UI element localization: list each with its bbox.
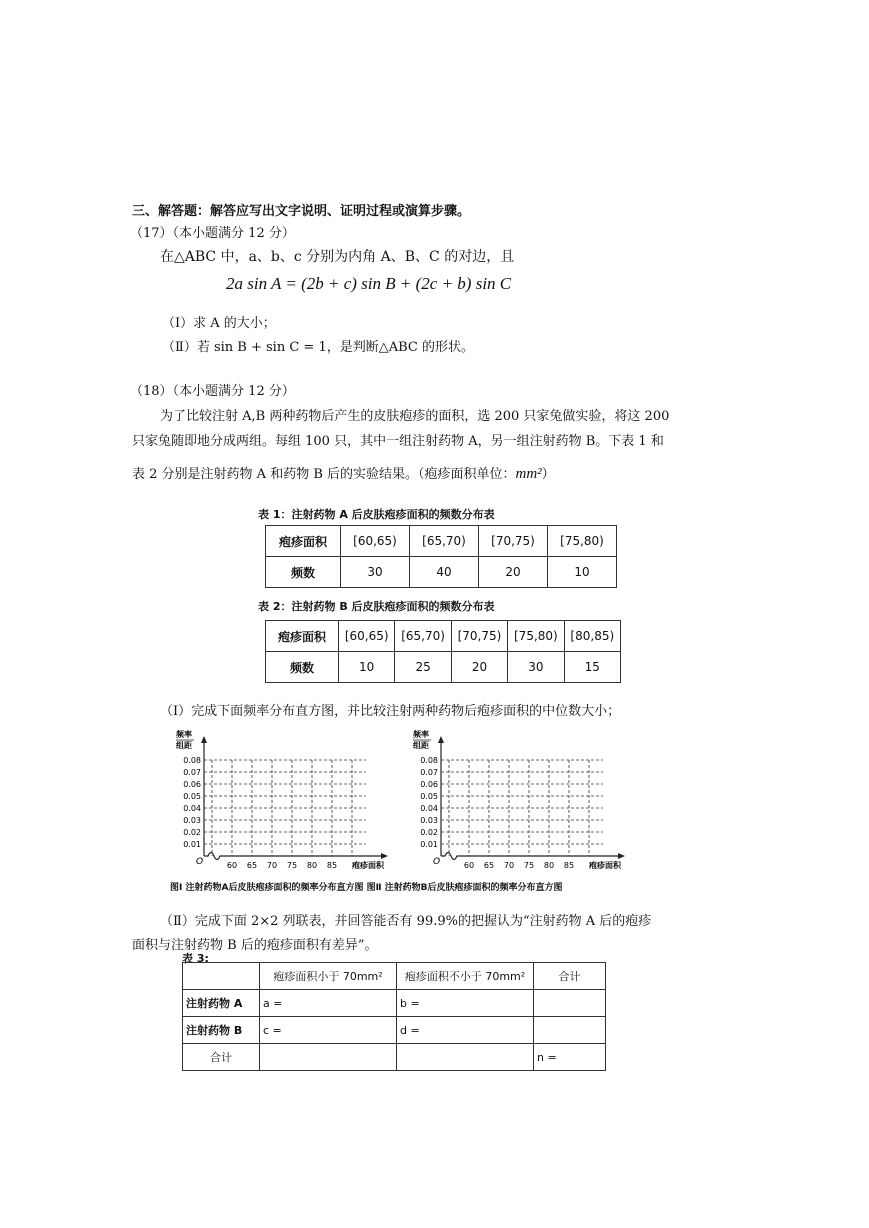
x-axis-arrow-icon bbox=[618, 853, 625, 859]
y-tick-label: 0.02 bbox=[420, 828, 438, 837]
table-row bbox=[183, 990, 606, 1017]
y-tick-label: 0.05 bbox=[183, 792, 201, 801]
table3-corner bbox=[183, 963, 260, 990]
table3 bbox=[182, 962, 606, 1071]
x-tick-label: 65 bbox=[483, 861, 495, 870]
table3-cell-b: b = bbox=[397, 990, 534, 1017]
y-tick-label: 0.02 bbox=[183, 828, 201, 837]
table1-interval: [60,65) bbox=[341, 526, 410, 557]
q18-para-line1: 为了比较注射 A,B 两种药物后产生的皮肤疱疹的面积，选 200 只家兔做实验，将这 200 bbox=[160, 409, 670, 424]
table3-caption: 表 3: bbox=[182, 952, 209, 965]
table2 bbox=[265, 620, 621, 683]
table1-count: 10 bbox=[548, 557, 617, 588]
section-title: 三、解答题：解答应写出文字说明、证明过程或演算步骤。 bbox=[132, 204, 471, 219]
x-axis-arrow-icon bbox=[381, 853, 388, 859]
table-row bbox=[266, 621, 621, 652]
table3-col1: 疱疹面积小于 70mm² bbox=[260, 963, 397, 990]
y-axis-label: 组距 bbox=[176, 741, 192, 750]
y-tick-label: 0.04 bbox=[420, 804, 438, 813]
y-tick-label: 0.04 bbox=[183, 804, 201, 813]
y-tick-label: 0.08 bbox=[183, 756, 201, 765]
x-axis bbox=[204, 853, 383, 860]
unit-mm2: mm² bbox=[515, 466, 542, 482]
table2-interval: [80,85) bbox=[564, 621, 620, 652]
x-tick-label: 70 bbox=[266, 861, 278, 870]
q17-part2: （Ⅱ）若 sin B + sin C = 1，是判断△ABC 的形状。 bbox=[162, 340, 474, 355]
table1 bbox=[265, 525, 617, 588]
x-tick-label: 70 bbox=[503, 861, 515, 870]
table2-count: 30 bbox=[508, 652, 564, 683]
x-axis-label: 疱疹面积 bbox=[352, 861, 384, 870]
table3-row-total: 合计 bbox=[183, 1044, 260, 1071]
y-tick-label: 0.01 bbox=[420, 840, 438, 849]
x-tick-label: 80 bbox=[306, 861, 318, 870]
x-axis bbox=[441, 853, 620, 860]
table3-row-b: 注射药物 B bbox=[183, 1017, 260, 1044]
q18-part2-line2: 面积与注射药物 B 后的疱疹面积有差异”。 bbox=[132, 938, 378, 953]
table1-count: 40 bbox=[410, 557, 479, 588]
table1-caption: 表 1：注射药物 A 后皮肤疱疹面积的频数分布表 bbox=[258, 508, 495, 521]
y-tick-label: 0.08 bbox=[420, 756, 438, 765]
table-row bbox=[266, 526, 617, 557]
table3-cell-empty bbox=[260, 1044, 397, 1071]
q18-para-line3: 表 2 分别是注射药物 A 和药物 B 后的实验结果。（疱疹面积单位：mm²） bbox=[132, 466, 555, 482]
table-row bbox=[183, 963, 606, 990]
table2-count: 15 bbox=[564, 652, 620, 683]
q17-stem: 在△ABC 中，a、b、c 分别为内角 A、B、C 的对边，且 bbox=[160, 249, 515, 265]
q18-para-line2: 只家兔随即地分成两组。每组 100 只，其中一组注射药物 A，另一组注射药物 B。下表 1 和 bbox=[132, 434, 664, 449]
table1-count: 30 bbox=[341, 557, 410, 588]
table2-count: 10 bbox=[339, 652, 395, 683]
x-axis-label: 疱疹面积 bbox=[589, 861, 621, 870]
x-tick-label: 60 bbox=[463, 861, 475, 870]
x-tick-label: 65 bbox=[246, 861, 258, 870]
table2-count: 25 bbox=[395, 652, 451, 683]
histogram-caption: 图Ⅰ 注射药物A后皮肤疱疹面积的频率分布直方图 图Ⅱ 注射药物B后皮肤疱疹面积的频率分布直方图 bbox=[170, 883, 563, 893]
table-row bbox=[266, 652, 621, 683]
table3-cell-c: c = bbox=[260, 1017, 397, 1044]
y-tick-label: 0.03 bbox=[183, 816, 201, 825]
y-tick-label: 0.07 bbox=[420, 768, 438, 777]
table2-interval: [65,70) bbox=[395, 621, 451, 652]
y-axis-label: 组距 bbox=[413, 741, 429, 750]
table3-cell-empty bbox=[534, 1017, 606, 1044]
origin-label: O bbox=[196, 857, 204, 867]
table2-interval: [60,65) bbox=[339, 621, 395, 652]
table3-col3: 合计 bbox=[534, 963, 606, 990]
table2-interval: [70,75) bbox=[451, 621, 507, 652]
q17-part1: （Ⅰ）求 A 的大小； bbox=[162, 316, 276, 331]
histogram-a-grid bbox=[168, 728, 408, 878]
y-tick-label: 0.01 bbox=[183, 840, 201, 849]
table3-cell-n: n = bbox=[534, 1044, 606, 1071]
table-row bbox=[183, 1017, 606, 1044]
table3-cell-d: d = bbox=[397, 1017, 534, 1044]
table2-interval: [75,80) bbox=[508, 621, 564, 652]
table1-row1-label: 疱疹面积 bbox=[266, 526, 341, 557]
y-axis-arrow-icon bbox=[438, 736, 444, 743]
table2-row1-label: 疱疹面积 bbox=[266, 621, 339, 652]
y-tick-label: 0.03 bbox=[420, 816, 438, 825]
y-axis-label: 频率 bbox=[176, 730, 192, 739]
table1-interval: [75,80) bbox=[548, 526, 617, 557]
table3-col2: 疱疹面积不小于 70mm² bbox=[397, 963, 534, 990]
q18-header: （18）（本小题满分 12 分） bbox=[130, 384, 295, 399]
q18-part2-line1: （Ⅱ）完成下面 2×2 列联表，并回答能否有 99.9%的把握认为“注射药物 A 后的疱疹 bbox=[160, 914, 652, 929]
table2-caption: 表 2：注射药物 B 后皮肤疱疹面积的频数分布表 bbox=[258, 600, 495, 613]
x-tick-label: 85 bbox=[326, 861, 338, 870]
y-tick-label: 0.07 bbox=[183, 768, 201, 777]
x-tick-label: 75 bbox=[286, 861, 298, 870]
x-tick-label: 80 bbox=[543, 861, 555, 870]
table1-count: 20 bbox=[479, 557, 548, 588]
table1-row2-label: 频数 bbox=[266, 557, 341, 588]
q18-part1: （Ⅰ）完成下面频率分布直方图，并比较注射两种药物后疱疹面积的中位数大小； bbox=[160, 704, 621, 719]
table-row bbox=[266, 557, 617, 588]
table1-interval: [70,75) bbox=[479, 526, 548, 557]
y-tick-label: 0.05 bbox=[420, 792, 438, 801]
table3-cell-empty bbox=[534, 990, 606, 1017]
table3-cell-a: a = bbox=[260, 990, 397, 1017]
table2-count: 20 bbox=[451, 652, 507, 683]
y-tick-label: 0.06 bbox=[420, 780, 438, 789]
x-tick-label: 60 bbox=[226, 861, 238, 870]
table3-row-a: 注射药物 A bbox=[183, 990, 260, 1017]
q17-header: （17）（本小题满分 12 分） bbox=[130, 226, 295, 241]
y-axis-arrow-icon bbox=[201, 736, 207, 743]
x-tick-label: 85 bbox=[563, 861, 575, 870]
y-tick-label: 0.06 bbox=[183, 780, 201, 789]
histogram-b-grid bbox=[405, 728, 645, 878]
table3-cell-empty bbox=[397, 1044, 534, 1071]
origin-label: O bbox=[433, 857, 441, 867]
table2-row2-label: 频数 bbox=[266, 652, 339, 683]
table1-interval: [65,70) bbox=[410, 526, 479, 557]
table-row bbox=[183, 1044, 606, 1071]
y-axis-label: 频率 bbox=[413, 730, 429, 739]
q17-equation: 2a sin A = (2b + c) sin B + (2c + b) sin C bbox=[226, 274, 512, 293]
x-tick-label: 75 bbox=[523, 861, 535, 870]
